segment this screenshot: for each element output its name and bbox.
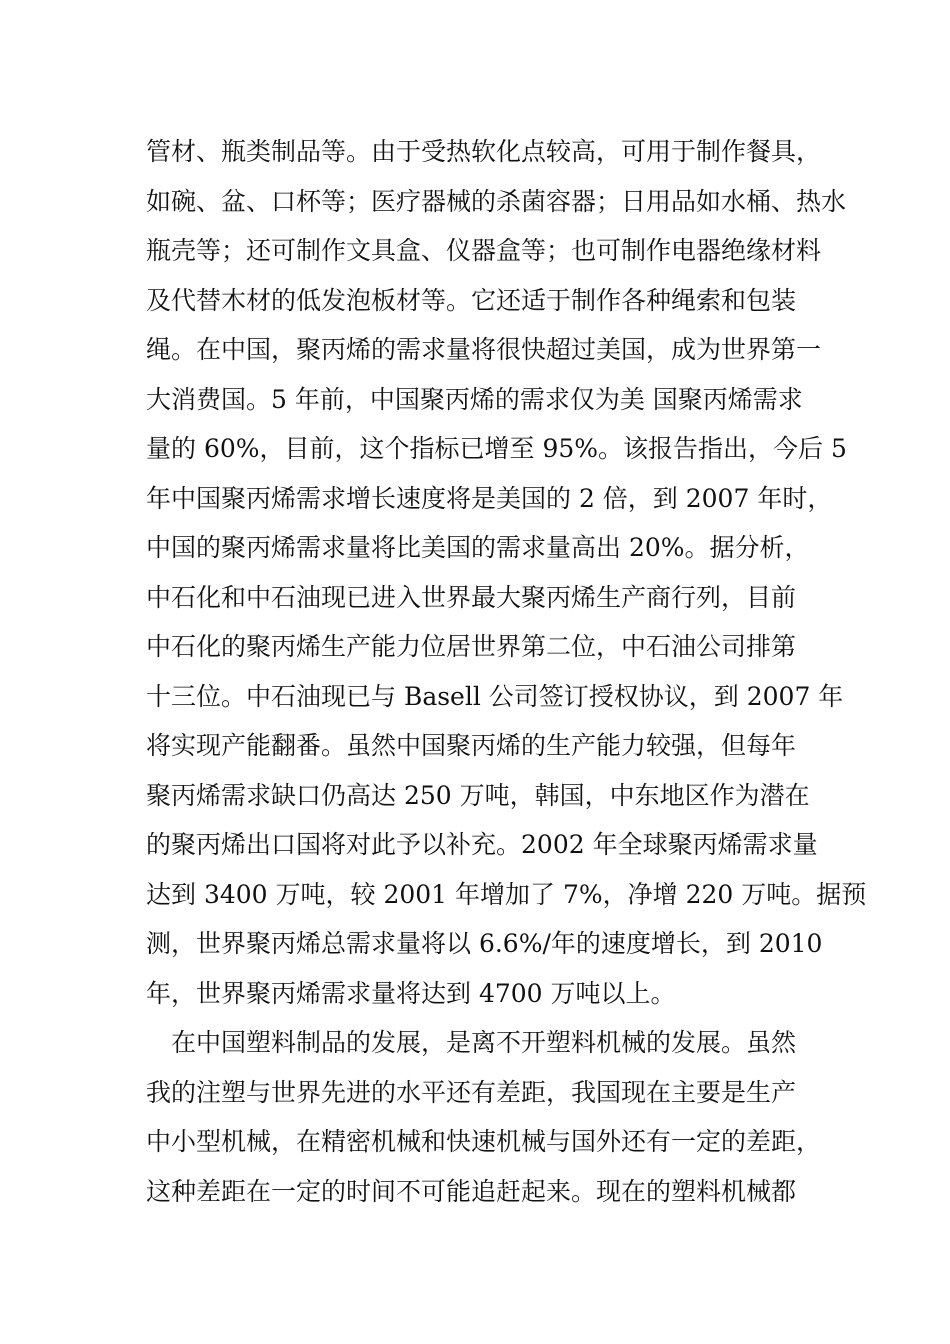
text-line: 我的注塑与世界先进的水平还有差距，我国现在主要是生产 bbox=[146, 1077, 797, 1107]
text-line: 量的 60%，目前，这个指标已增至 95%。该报告指出，今后 5 bbox=[146, 434, 847, 463]
text-line: 的聚丙烯出口国将对此予以补充。2002 年全球聚丙烯需求量 bbox=[146, 830, 818, 859]
text-line: 中国的聚丙烯需求量将比美国的需求量高出 20%。据分析， bbox=[146, 533, 810, 562]
text-line: 年，世界聚丙烯需求量将达到 4700 万吨以上。 bbox=[146, 978, 676, 1008]
text-line: 中石化和中石油现已进入世界最大聚丙烯生产商行列，目前 bbox=[146, 582, 797, 612]
text-line: 聚丙烯需求缺口仍高达 250 万吨，韩国，中东地区作为潜在 bbox=[146, 780, 810, 810]
text-line: 测，世界聚丙烯总需求量将以 6.6%/年的速度增长，到 2010 bbox=[146, 929, 823, 958]
text-line: 这种差距在一定的时间不可能追赶起来。现在的塑料机械都 bbox=[146, 1176, 797, 1206]
text-line: 达到 3400 万吨，较 2001 年增加了 7%，净增 220 万吨。据预 bbox=[146, 879, 867, 909]
text-line: 管材、瓶类制品等。由于受热软化点较高，可用于制作餐具， bbox=[146, 137, 822, 166]
text-line: 年中国聚丙烯需求增长速度将是美国的 2 倍，到 2007 年时， bbox=[146, 483, 833, 513]
text-line: 将实现产能翻番。虽然中国聚丙烯的生产能力较强，但每年 bbox=[146, 731, 797, 760]
text-line: 瓶壳等；还可制作文具盒、仪器盒等；也可制作电器绝缘材料 bbox=[146, 236, 822, 265]
text-line: 绳。在中国，聚丙烯的需求量将很快超过美国，成为世界第一 bbox=[146, 335, 822, 364]
text-line: 在中国塑料制品的发展，是离不开塑料机械的发展。虽然 bbox=[146, 1028, 797, 1057]
text-line: 中小型机械，在精密机械和快速机械与国外还有一定的差距， bbox=[146, 1127, 822, 1156]
text-line: 如碗、盆、口杯等；医疗器械的杀菌容器；日用品如水桶、热水 bbox=[146, 186, 847, 216]
text-line: 中石化的聚丙烯生产能力位居世界第二位，中石油公司排第 bbox=[146, 632, 797, 661]
text-line: 及代替木材的低发泡板材等。它还适于制作各种绳索和包装 bbox=[146, 285, 797, 315]
text-line: 大消费国。5 年前，中国聚丙烯的需求仅为美 国聚丙烯需求 bbox=[146, 384, 803, 414]
text-line: 十三位。中石油现已与 Basell 公司签订授权协议，到 2007 年 bbox=[146, 681, 844, 711]
body-text bbox=[146, 127, 867, 1216]
